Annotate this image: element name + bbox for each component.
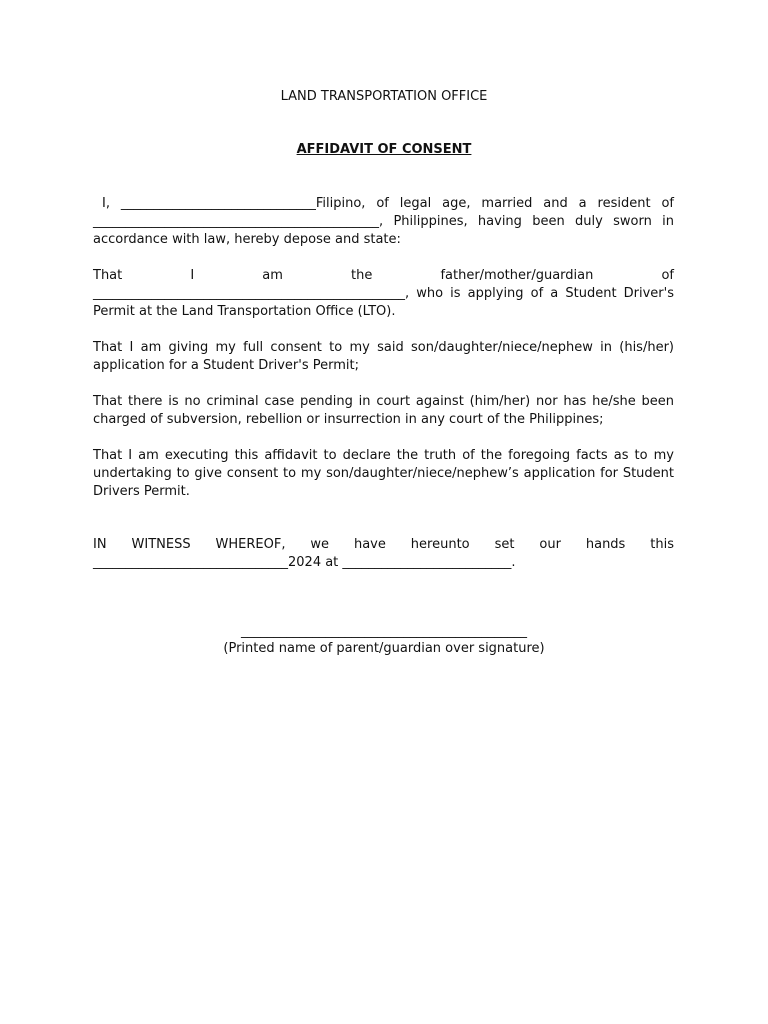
- signature-block: [0, 623, 768, 657]
- office-heading: LAND TRANSPORTATION OFFICE: [280, 89, 488, 104]
- paragraph-relationship: That I am the father/mother/guardian of ________________________________________________, who is applying of a Student Driver's Permit at the Land Transportation Office (LTO).: [93, 268, 674, 319]
- paragraph-consent: That I am giving my full consent to my said son/daughter/niece/nephew in (his/her) application for a Student Driver's Permit;: [93, 340, 674, 373]
- paragraph-no-criminal-case: That there is no criminal case pending in court against (him/her) nor has he/she been charged of subversion, rebellion or insurrection in any court of the Philippines;: [93, 394, 674, 427]
- paragraph-witness: IN WITNESS WHEREOF, we have hereunto set our hands this ______________________________2024 at __________________________.: [93, 537, 674, 570]
- document-body: [93, 195, 674, 572]
- signature-caption: (Printed name of parent/guardian over signature): [223, 641, 545, 656]
- signature-line: ____________________________________________: [241, 624, 527, 639]
- document-title: AFFIDAVIT OF CONSENT: [296, 142, 472, 157]
- paragraph-execution: That I am executing this affidavit to declare the truth of the foregoing facts as to my undertaking to give consent to my son/daughter/niece/nephew’s application for Student Drivers Permit.: [93, 448, 674, 499]
- paragraph-declarant: I, ______________________________Filipino, of legal age, married and a resident of ____________________________________________, Philippines, having been duly sworn in accordance with law, hereby depose and state:: [93, 196, 674, 247]
